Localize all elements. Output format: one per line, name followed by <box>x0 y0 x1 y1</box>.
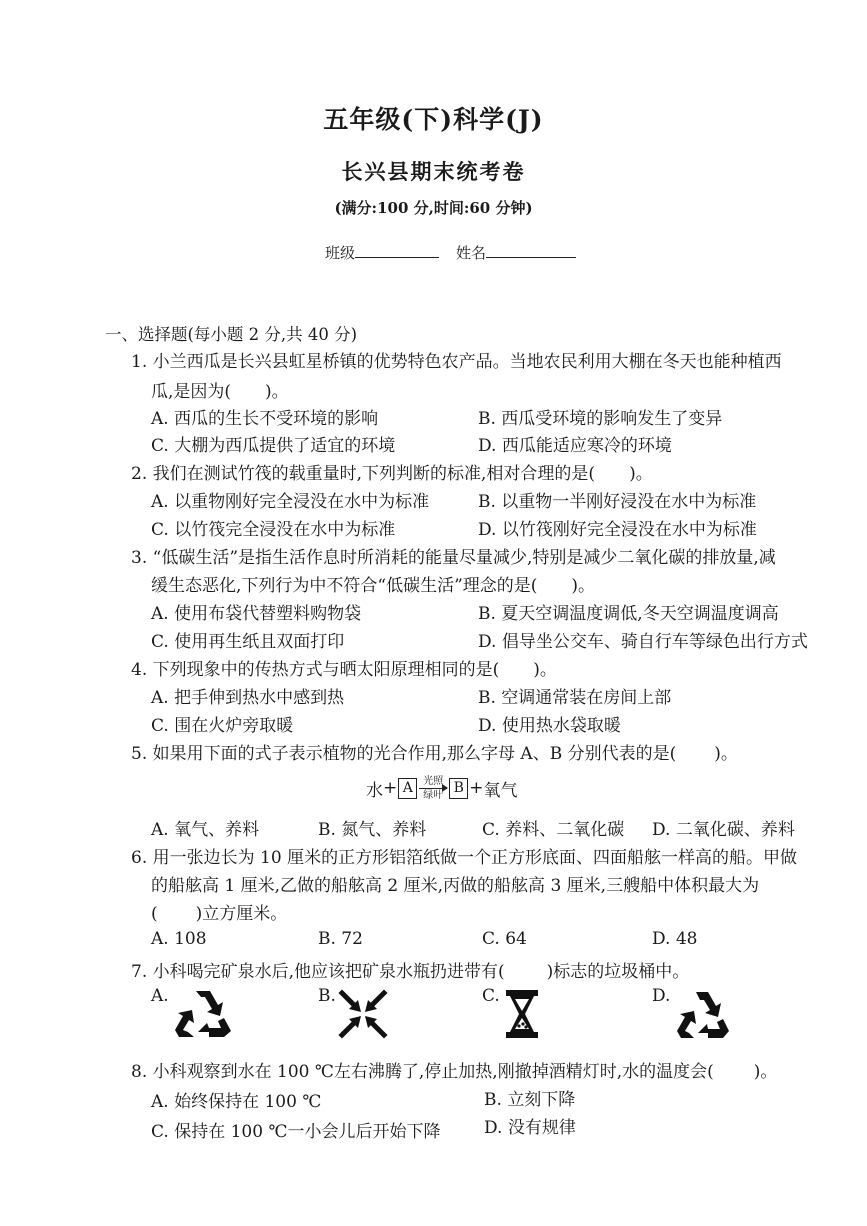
q1-line2 <box>151 377 289 402</box>
q3-line2 <box>151 571 595 596</box>
q8-option-c[interactable]: C. 保持在 100 ℃一小会儿后开始下降 <box>151 1122 441 1142</box>
formula-oxygen: 氧气 <box>483 780 518 801</box>
q3-line1: 3. “低碳生活”是指生活作息时所消耗的能量尽量减少,特别是减少二氧化碳的排放量,减 <box>131 548 776 568</box>
class-label: 班级 <box>325 244 356 262</box>
q7-option-a[interactable]: A. <box>151 986 169 1006</box>
q6-stem-close: )立方厘米。 <box>195 904 288 924</box>
page-title: 五年级(下)科学(J) <box>323 105 544 134</box>
q4-option-a[interactable]: A. 把手伸到热水中感到热 <box>151 688 345 708</box>
q2-line1 <box>131 459 653 484</box>
q4-option-b[interactable]: B. 空调通常装在房间上部 <box>478 688 672 708</box>
q3-stem-close: )。 <box>571 576 596 596</box>
q2-stem-close: )。 <box>629 464 653 484</box>
q1-line1: 1. 小兰西瓜是长兴县虹星桥镇的优势特色农产品。当地农民利用大棚在冬天也能种植西 <box>131 352 782 372</box>
q2-option-a[interactable]: A. 以重物刚好完全浸没在水中为标准 <box>151 492 430 512</box>
q6-option-a[interactable]: A. 108 <box>151 929 207 949</box>
q2-option-d[interactable]: D. 以竹筏刚好完全浸没在水中为标准 <box>478 520 757 540</box>
q6-line1: 6. 用一张边长为 10 厘米的正方形铝箔纸做一个正方形底面、四面船舷一样高的船。甲做 <box>131 848 798 868</box>
q3-stem-end: 缓生态恶化,下列行为中不符合“低碳生活”理念的是( <box>151 576 538 596</box>
q1-option-d[interactable]: D. 西瓜能适应寒冷的环境 <box>478 436 672 456</box>
q2-option-c[interactable]: C. 以竹筏完全浸没在水中为标准 <box>151 520 396 540</box>
class-field <box>325 242 439 263</box>
q7-option-b[interactable]: B. <box>318 986 336 1006</box>
q1-option-a[interactable]: A. 西瓜的生长不受环境的影响 <box>151 409 379 429</box>
q1-stem-end: 瓜,是因为( <box>151 382 232 402</box>
q7-stem: 7. 小科喝完矿泉水后,他应该把矿泉水瓶扔进带有( <box>131 962 505 982</box>
q5-option-b[interactable]: B. 氮气、养料 <box>318 820 427 840</box>
q8-option-d[interactable]: D. 没有规律 <box>484 1118 576 1138</box>
hourglass-icon[interactable] <box>500 988 544 1040</box>
formula-condition-leaf: 绿叶 <box>423 789 444 801</box>
exam-subtitle: 长兴县期末统考卷 <box>341 159 526 184</box>
q7-line1 <box>131 957 689 982</box>
q6-option-b[interactable]: B. 72 <box>318 929 363 949</box>
recycle-triangle-icon[interactable] <box>174 988 232 1040</box>
q6-line3 <box>151 899 287 924</box>
q1-option-b[interactable]: B. 西瓜受环境的影响发生了变异 <box>478 409 723 429</box>
formula-water: 水 <box>366 780 383 801</box>
q5-stem-close: )。 <box>714 744 738 764</box>
q5-line1 <box>131 739 738 764</box>
q4-stem-close: )。 <box>533 660 557 680</box>
q5-stem: 5. 如果用下面的式子表示植物的光合作用,那么字母 A、B 分别代表的是( <box>131 744 677 764</box>
formula-condition-light: 光照 <box>423 775 444 787</box>
section-heading: 一、选择题(每小题 2 分,共 40 分) <box>105 325 358 344</box>
name-label: 姓名 <box>456 244 487 262</box>
formula-plus-2: + <box>469 778 484 798</box>
q8-option-b[interactable]: B. 立刻下降 <box>484 1090 576 1110</box>
q4-line1 <box>131 655 557 680</box>
photosynthesis-formula <box>366 771 518 805</box>
formula-box-a: A <box>398 778 417 799</box>
q8-option-a[interactable]: A. 始终保持在 100 ℃ <box>151 1092 322 1112</box>
q5-option-c[interactable]: C. 养料、二氧化碳 <box>482 820 625 840</box>
name-field <box>456 242 576 263</box>
q2-stem: 2. 我们在测试竹筏的载重量时,下列判断的标准,相对合理的是( <box>131 464 596 484</box>
q6-option-c[interactable]: C. 64 <box>482 929 527 949</box>
q7-option-d[interactable]: D. <box>652 986 671 1006</box>
four-arrows-inward-icon[interactable] <box>337 988 389 1040</box>
q4-stem: 4. 下列现象中的传热方式与晒太阳原理相同的是( <box>131 660 500 680</box>
q3-option-d[interactable]: D. 倡导坐公交车、骑自行车等绿色出行方式 <box>478 632 808 652</box>
q1-stem-close: )。 <box>265 382 289 402</box>
q6-option-d[interactable]: D. 48 <box>652 929 698 949</box>
formula-arrow <box>419 776 447 801</box>
q8-stem: 8. 小科观察到水在 100 ℃左右沸腾了,停止加热,刚撤掉酒精灯时,水的温度会( <box>131 1062 714 1082</box>
q7-stem-close: )标志的垃圾桶中。 <box>546 962 690 982</box>
q4-option-c[interactable]: C. 围在火炉旁取暖 <box>151 716 294 736</box>
q2-option-b[interactable]: B. 以重物一半刚好浸没在水中为标准 <box>478 492 757 512</box>
q3-option-a[interactable]: A. 使用布袋代替塑料购物袋 <box>151 604 362 624</box>
q8-line1 <box>131 1057 777 1082</box>
q3-option-c[interactable]: C. 使用再生纸且双面打印 <box>151 632 345 652</box>
q8-stem-close: )。 <box>753 1062 778 1082</box>
q6-paren-open: ( <box>151 904 158 924</box>
q4-option-d[interactable]: D. 使用热水袋取暖 <box>478 716 621 736</box>
recycle-triangle-icon[interactable] <box>675 988 731 1042</box>
class-blank[interactable] <box>355 243 439 258</box>
q5-option-a[interactable]: A. 氧气、养料 <box>151 820 260 840</box>
exam-meta: (满分:100 分,时间:60 分钟) <box>334 199 533 217</box>
name-blank[interactable] <box>486 243 576 258</box>
q7-option-c[interactable]: C. <box>482 986 500 1006</box>
q3-option-b[interactable]: B. 夏天空调温度调低,冬天空调温度调高 <box>478 604 779 624</box>
arrow-right-icon <box>419 788 447 789</box>
formula-plus-1: + <box>383 778 398 798</box>
q5-option-d[interactable]: D. 二氧化碳、养料 <box>652 820 795 840</box>
q1-option-c[interactable]: C. 大棚为西瓜提供了适宜的环境 <box>151 436 396 456</box>
formula-box-b: B <box>449 778 468 799</box>
q6-line2: 的船舷高 1 厘米,乙做的船舷高 2 厘米,丙做的船舷高 3 厘米,三艘船中体积最大为 <box>151 876 760 896</box>
